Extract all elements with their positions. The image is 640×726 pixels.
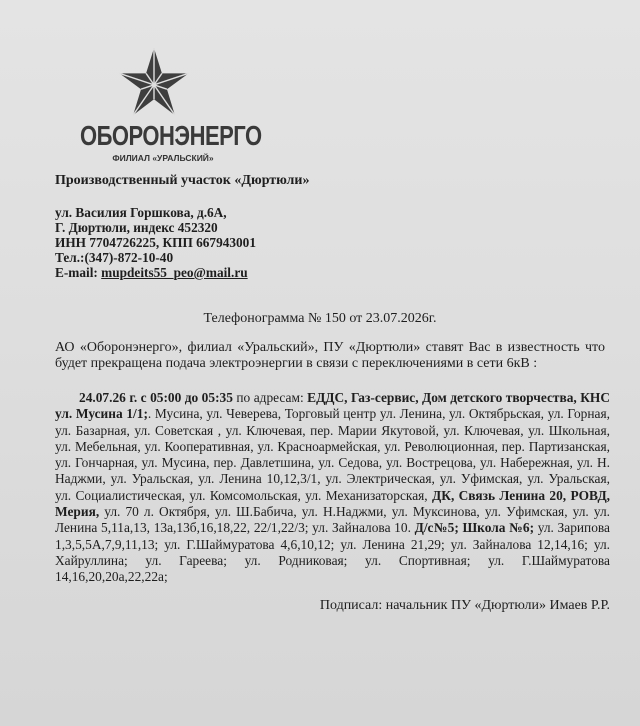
organizations-2: ДК, Связь Ленина 20, РОВД, Мерия,	[55, 487, 611, 520]
email-link[interactable]: mupdeits55_peo@mail.ru	[101, 265, 248, 280]
phone-line: Тел.:(347)-872-10-40	[55, 250, 174, 265]
address-block	[55, 205, 256, 280]
address-line: Г. Дюртюли, индекс 452320	[55, 220, 218, 235]
star-logo-icon	[118, 46, 190, 118]
address-line: ИНН 7704726225, КПП 667943001	[55, 235, 256, 250]
streets-list-3: ул. Зарипова 1,3,5,5А,7,9,11,13; ул. Г.Шаймуратова 4,6,10,12; ул. Ленина 21,29; ул. Зайналова 12,14,16; ул. Хайруллина; ул. Гареева; ул. Родниковая; ул. Спортивная; ул. Г.Шаймуратова 14,16,20,20а,22,22а;	[55, 520, 611, 585]
outage-until: до 05:35	[184, 390, 233, 405]
streets-list-1: . Мусина, ул. Чеверева, Торговый центр ул. Ленина, ул. Октябрьская, ул. Горная, ул. Базарная, ул. Советская , ул. Ключевая, пер. Марии Якутовой, ул. Ключевая, ул. Школьная, ул. Мебельная, ул. Кооперативная, ул. Красноармейская, ул. Революционная, пер. Партизанская, ул. Гончарная, ул. Мусина, пер. Давлетшина, ул. Седова, ул. Вострецова, ул. Набережная, ул. Н. Наджми, ул. Уральская, ул. Ленина 10,12,3/1, ул. Электрическая, ул. Уфимская, ул. Уральская, ул. Социалистическая, ул. Комсомольская, ул. Механизаторская,	[55, 406, 610, 503]
intro-paragraph: АО «Оборонэнерго», филиал «Уральский», ПУ «Дюртюли» ставят Вас в известность что будет прекращена подача электроэнергии в связи с переключениями в сети 6кВ :	[55, 340, 605, 371]
signature-line: Подписал: начальник ПУ «Дюртюли» Имаев Р.Р.	[319, 598, 610, 613]
brand-name: ОБОРОНЭНЕРГО	[80, 120, 262, 152]
outage-date-time: 24.07.26 г. с 05:00	[79, 390, 182, 405]
address-line: ул. Василия Горшкова, д.6А,	[55, 205, 227, 220]
email-label: E-mail:	[55, 265, 98, 280]
outage-details	[55, 390, 610, 586]
telephonogram-title: Телефонограмма № 150 от 23.07.2026г.	[203, 311, 437, 326]
organizations-1: ЕДДС, Газ-сервис, Дом детского творчества, КНС ул. Мусина 1/1;	[55, 390, 610, 422]
organizations-3: Д/с№5; Школа №6;	[414, 520, 535, 536]
branch-name: ФИЛИАЛ «УРАЛЬСКИЙ»	[112, 153, 214, 163]
streets-list-2: ул. 70 л. Октября, ул. Ш.Бабича, ул. Н.Наджми, ул. Муксинова, ул. Уфимская, ул. ул. Ленина 5,11а,13, 13а,13б,16,18,22, 22/1,22/3; ул. Зайналова 10.	[55, 504, 610, 536]
by-addresses: по адресам:	[236, 390, 304, 405]
production-unit: Производственный участок «Дюртюли»	[55, 173, 310, 188]
email-line	[55, 265, 256, 280]
